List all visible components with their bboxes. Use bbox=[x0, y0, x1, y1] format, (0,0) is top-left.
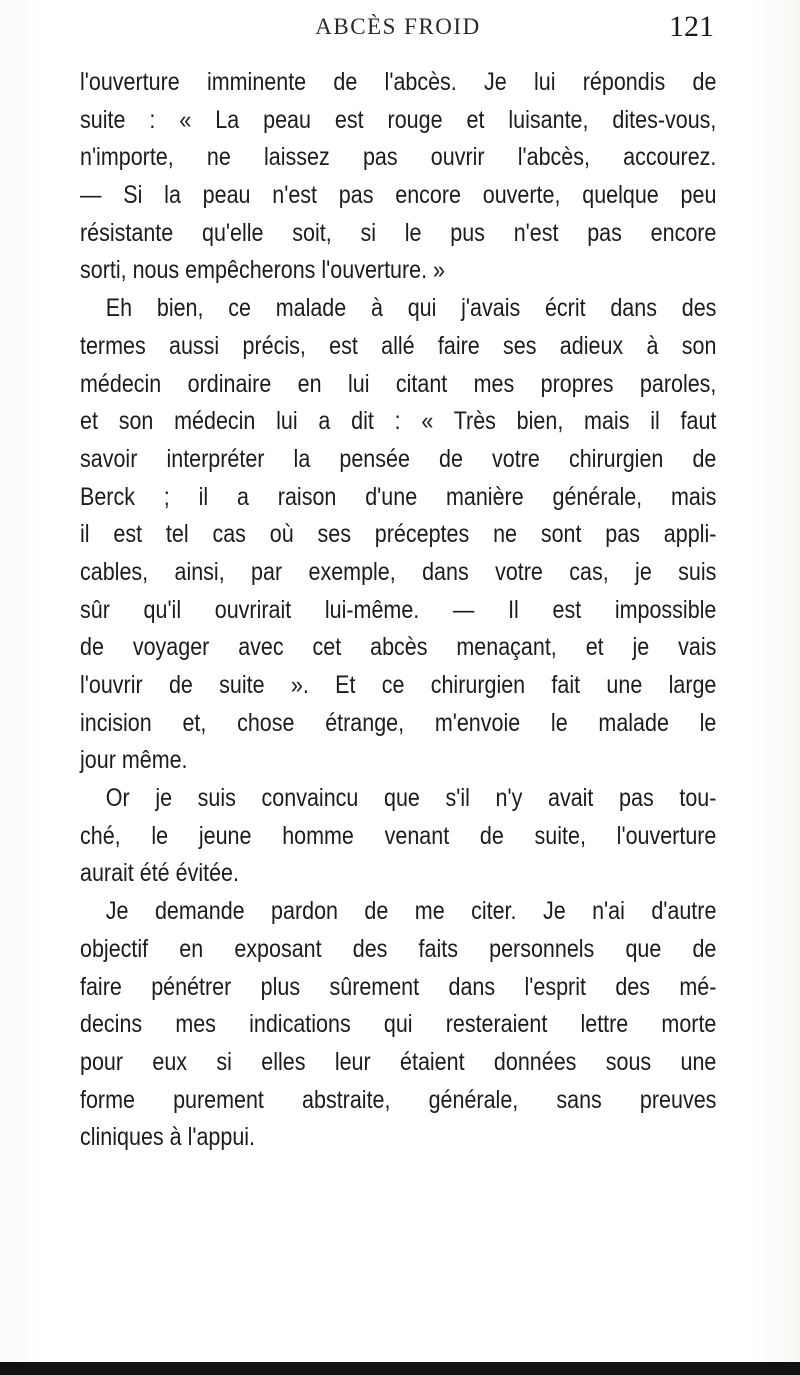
text-line: l'ouverture imminente de l'abcès. Je lui répondis de bbox=[80, 68, 717, 96]
text-line: Je demande pardon de me citer. Je n'ai d'autre bbox=[105, 897, 717, 926]
text-line: résistante qu'elle soit, si le pus n'est pas encore bbox=[80, 218, 717, 247]
running-head: ABCÈS FROID bbox=[315, 14, 481, 39]
text-line: cables, ainsi, par exemple, dans votre cas, je suis bbox=[80, 557, 717, 586]
text-line: et son médecin lui a dit : « Très bien, mais il faut bbox=[80, 407, 717, 436]
page-edge-shadow bbox=[0, 1362, 800, 1375]
text-line: forme purement abstraite, générale, sans preuves bbox=[80, 1085, 717, 1114]
text-line: Or je suis convaincu que s'il n'y avait pas tou- bbox=[105, 784, 717, 813]
text-line: aurait été évitée. bbox=[80, 859, 239, 888]
text-line: faire pénétrer plus sûrement dans l'esprit des mé- bbox=[80, 972, 717, 1001]
text-line: Berck ; il a raison d'une manière générale, mais bbox=[80, 482, 717, 511]
text-line: il est tel cas où ses préceptes ne sont pas appli- bbox=[80, 520, 717, 549]
text-line: jour même. bbox=[80, 746, 188, 775]
text-line: n'importe, ne laissez pas ouvrir l'abcès, accourez. bbox=[80, 143, 717, 172]
text-line: decins mes indications qui resteraient lettre morte bbox=[80, 1010, 717, 1039]
text-line: objectif en exposant des faits personnels que de bbox=[80, 934, 717, 963]
text-line: Eh bien, ce malade à qui j'avais écrit dans des bbox=[105, 294, 717, 323]
text-line: l'ouvrir de suite ». Et ce chirurgien fait une large bbox=[80, 671, 717, 699]
body-text bbox=[80, 64, 716, 1157]
text-line: médecin ordinaire en lui citant mes propres paroles, bbox=[80, 369, 717, 398]
text-line: sorti, nous empêcherons l'ouverture. » bbox=[80, 256, 446, 285]
text-line: pour eux si elles leur étaient données sous une bbox=[80, 1047, 717, 1076]
text-line: suite : « La peau est rouge et luisante, dites-vous, bbox=[80, 105, 717, 134]
text-line: ché, le jeune homme venant de suite, l'ouverture bbox=[80, 821, 717, 850]
text-line: termes aussi précis, est allé faire ses adieux à son bbox=[80, 331, 717, 360]
text-line: cliniques à l'appui. bbox=[80, 1123, 256, 1152]
text-line: savoir interpréter la pensée de votre chirurgien de bbox=[80, 444, 717, 473]
text-line: — Si la peau n'est pas encore ouverte, quelque peu bbox=[80, 181, 717, 210]
text-line: incision et, chose étrange, m'envoie le malade le bbox=[80, 708, 717, 737]
text-line: sûr qu'il ouvrirait lui-même. — Il est impossible bbox=[80, 595, 717, 624]
text-line: de voyager avec cet abcès menaçant, et je vais bbox=[80, 633, 717, 662]
page-header bbox=[82, 6, 714, 46]
page-number: 121 bbox=[669, 10, 714, 43]
